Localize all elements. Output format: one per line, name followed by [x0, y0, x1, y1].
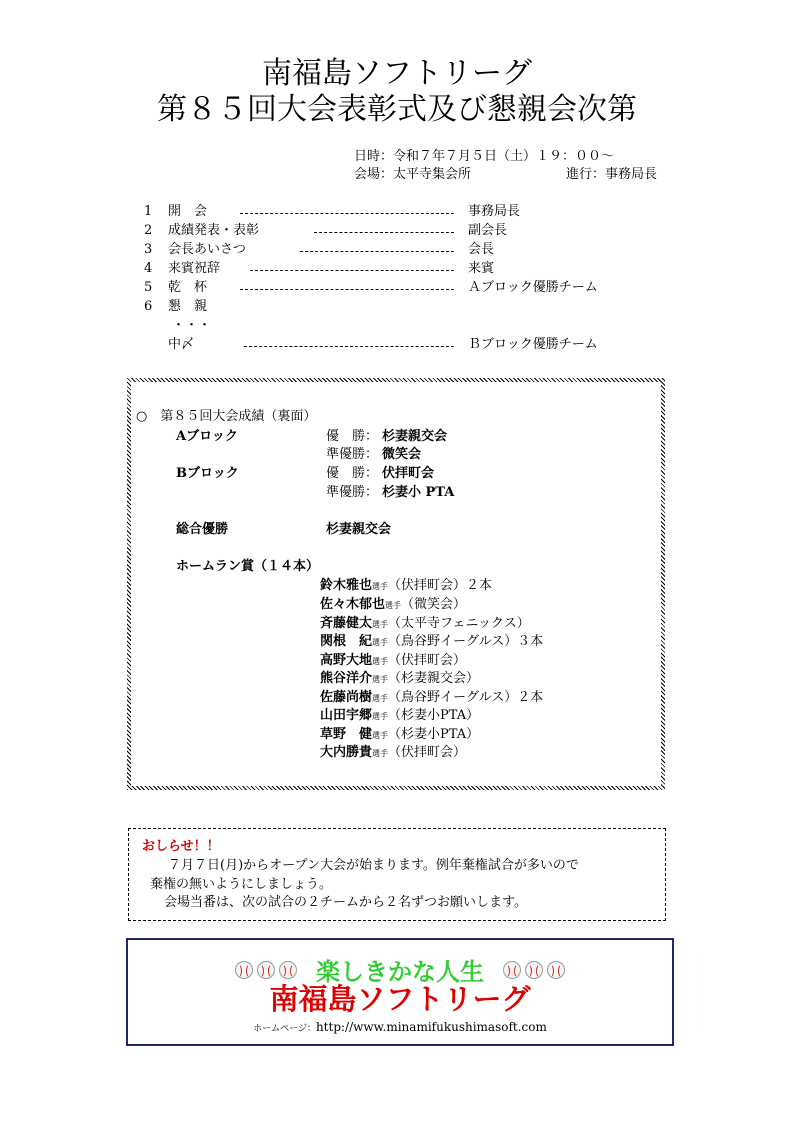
- a-runner: 微笑会: [382, 447, 422, 462]
- player-suffix: 選手: [372, 657, 389, 666]
- player-suffix: 選手: [372, 694, 389, 703]
- notice-line: 棄権の無いようにしましょう。: [150, 877, 333, 892]
- player-team: （鳥谷野イーグルス）３本: [388, 634, 544, 649]
- program-item: 中〆: [168, 337, 195, 352]
- event-datetime: 日時：令和７年７月５日（土）１９：００～: [354, 149, 615, 164]
- slogan: 楽しきかな人生: [316, 958, 484, 986]
- homepage-link[interactable]: http://www.minamifukushimasoft.com: [315, 1020, 547, 1034]
- list-item: [320, 689, 543, 708]
- program-role: Ｂブロック優勝チーム: [468, 337, 598, 352]
- event-host: 進行：事務局長: [566, 167, 658, 182]
- overall-label: 総合優勝: [176, 522, 229, 537]
- list-item: [320, 670, 479, 689]
- program-num: 3: [144, 242, 153, 257]
- program-item: 懇 親: [168, 299, 208, 314]
- player-team: （鳥谷野イーグルス）２本: [388, 690, 544, 705]
- program-role: 来賓: [468, 261, 495, 276]
- event-venue: 会場：太平寺集会所: [354, 167, 472, 182]
- leader-line: [240, 289, 454, 290]
- player-team: （伏拝町会）: [388, 653, 467, 668]
- b-runner: 杉妻小 PTA: [382, 485, 455, 500]
- program-role: 副会長: [468, 223, 508, 238]
- program-num: 5: [144, 280, 153, 295]
- program-num: 6: [144, 299, 153, 314]
- player-name: 佐々木郁也: [320, 597, 386, 612]
- leader-line: [250, 270, 454, 271]
- homepage-label: ホームページ：: [253, 1024, 316, 1034]
- program-num: 2: [144, 223, 153, 238]
- player-team: （杉妻小PTA）: [388, 708, 480, 723]
- player-name: 高野大地: [320, 653, 373, 668]
- baseball-icon: [235, 961, 253, 979]
- leader-line: [300, 251, 454, 252]
- list-item: [320, 615, 530, 634]
- list-item: [320, 652, 466, 671]
- baseball-icon: [257, 961, 275, 979]
- player-team: （太平寺フェニックス）: [388, 616, 530, 631]
- overall-winner: 杉妻親交会: [326, 522, 392, 537]
- homepage-row: [126, 1019, 674, 1037]
- program-num: 1: [144, 204, 153, 219]
- leader-line: [240, 213, 454, 214]
- baseball-icon: [279, 961, 297, 979]
- player-name: 斉藤健太: [320, 616, 373, 631]
- program-item: 開 会: [168, 204, 208, 219]
- baseball-icon: [503, 961, 521, 979]
- player-team: （伏拝町会）: [388, 745, 467, 760]
- player-team: （伏拝町会）２本: [388, 578, 493, 593]
- program-role: 事務局長: [468, 204, 521, 219]
- player-team: （杉妻小PTA）: [388, 727, 480, 742]
- page-title: 南福島ソフトリーグ: [262, 56, 532, 91]
- player-name: 山田宇郷: [320, 708, 373, 723]
- b-winner: 伏拝町会: [382, 466, 435, 481]
- player-suffix: 選手: [372, 675, 389, 684]
- page-subtitle: 第８５回大会表彰式及び懇親会次第: [157, 92, 637, 127]
- program-num: 4: [144, 261, 153, 276]
- notice-line: 会場当番は、次の試合の２チームから２名ずつお願いします。: [164, 895, 527, 910]
- homerun-label: ホームラン賞（１４本）: [176, 559, 320, 574]
- baseball-icon: [547, 961, 565, 979]
- baseball-icon: [525, 961, 543, 979]
- a-winner-label: 優 勝：: [326, 429, 379, 444]
- player-name: 草野 健: [320, 727, 373, 742]
- list-item: [320, 707, 479, 726]
- a-runner-label: 準優勝：: [326, 447, 379, 462]
- player-suffix: 選手: [385, 601, 402, 610]
- player-name: 大内勝貴: [320, 745, 373, 760]
- list-item: [320, 744, 466, 763]
- player-suffix: 選手: [372, 749, 389, 758]
- b-block-label: Bブロック: [176, 466, 239, 481]
- program-item: 成績発表・表彰: [168, 223, 260, 238]
- program-role: 会長: [468, 242, 495, 257]
- player-suffix: 選手: [372, 620, 389, 629]
- results-heading: ○ 第８５回大会成績（裏面）: [136, 409, 317, 424]
- program-item: 来賓祝辞: [168, 261, 221, 276]
- player-name: 熊谷洋介: [320, 671, 373, 686]
- b-runner-label: 準優勝：: [326, 485, 379, 500]
- a-winner: 杉妻親交会: [382, 429, 448, 444]
- b-winner-label: 優 勝：: [326, 466, 379, 481]
- player-team: （微笑会）: [401, 597, 467, 612]
- notice-line: ７月７日(月)からオープン大会が始まります。例年棄権試合が多いので: [168, 858, 579, 873]
- player-team: （杉妻親交会）: [388, 671, 480, 686]
- player-suffix: 選手: [372, 638, 389, 647]
- list-item: [320, 726, 479, 745]
- list-item: [320, 596, 466, 615]
- notice-heading: おしらせ！！: [142, 839, 220, 854]
- player-name: 関根 紀: [320, 634, 373, 649]
- list-item: [320, 577, 492, 596]
- program-role: Ａブロック優勝チーム: [468, 280, 598, 295]
- league-name: 南福島ソフトリーグ: [269, 982, 531, 1016]
- player-suffix: 選手: [372, 731, 389, 740]
- player-suffix: 選手: [372, 712, 389, 721]
- a-block-label: Aブロック: [176, 429, 238, 444]
- player-name: 佐藤尚樹: [320, 690, 373, 705]
- leader-line: [314, 232, 454, 233]
- player-suffix: 選手: [372, 582, 389, 591]
- program-dots: ・・・: [172, 318, 212, 333]
- program-item: 乾 杯: [168, 280, 208, 295]
- program-item: 会長あいさつ: [168, 242, 247, 257]
- list-item: [320, 633, 543, 652]
- leader-line: [244, 346, 454, 347]
- player-name: 鈴木雅也: [320, 578, 373, 593]
